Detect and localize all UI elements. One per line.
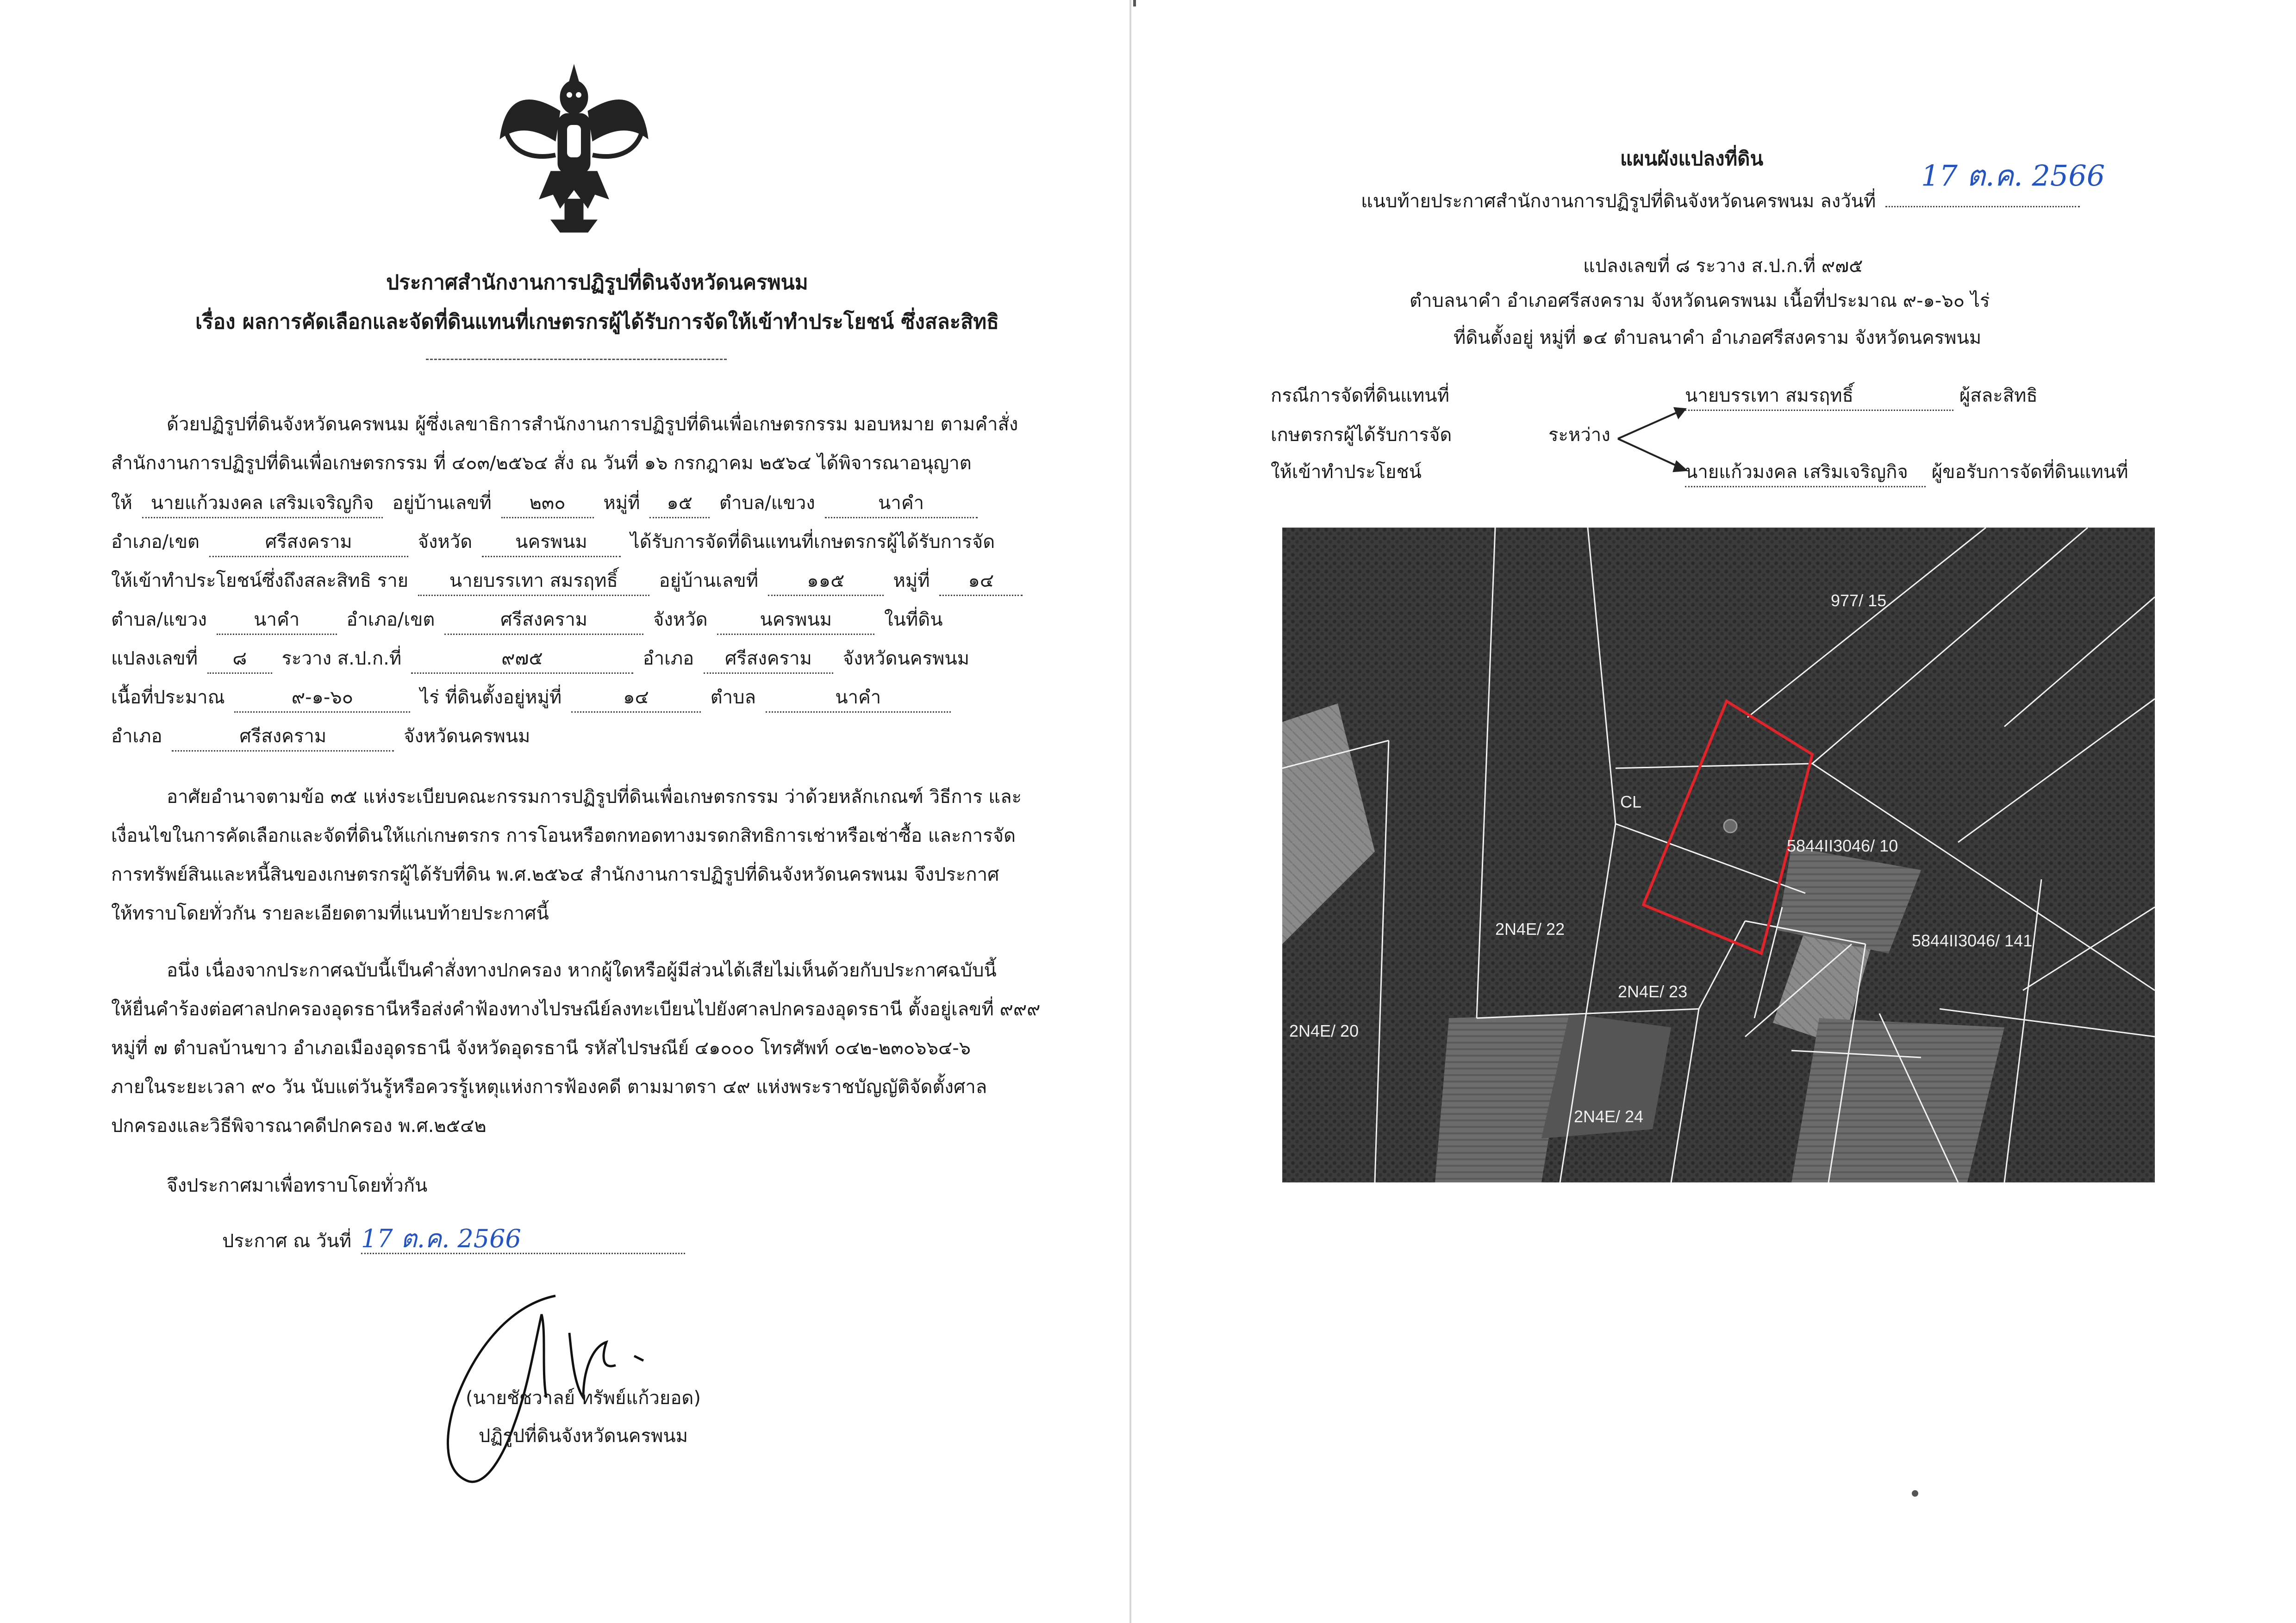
announcement-date: [222, 1222, 689, 1261]
amphoe: ศรีสงคราม: [209, 528, 408, 557]
address-line: ที่ดินตั้งอยู่ หมู่ที่ ๑๔ ตำบลนาคำ อำเภอศรีสงคราม จังหวัดนครพนม: [1454, 327, 1982, 348]
house-number: ๒๓๐: [501, 489, 594, 518]
label: ระวาง ส.ป.ก.ที่: [281, 648, 402, 669]
map-label-cl: CL: [1620, 792, 1642, 811]
plan-date-line: [1885, 206, 2080, 207]
announcement-title: ประกาศสำนักงานการปฏิรูปที่ดินจังหวัดนครพนม: [386, 271, 808, 294]
scan-speck: [1912, 1490, 1918, 1497]
label: เนื้อที่ประมาณ: [111, 687, 225, 708]
plan-subtitle-text: แนบท้ายประกาศสำนักงานการปฏิรูปที่ดินจังหวัดนครพนม ลงวันที่: [1361, 191, 1876, 212]
changwat-2: นครพนม: [717, 606, 874, 635]
map-label-5844-141: 5844II3046/ 141: [1912, 931, 2033, 950]
appeal-line: หมู่ที่ ๗ ตำบลบ้านขาว อำเภอเมืองอุดรธานี จังหวัดอุดรธานี รหัสไปรษณีย์ ๔๑๐๐๐ โทรศัพท์ ๐๔๒-๒๓๐๖๖๔-๖: [111, 1038, 971, 1059]
recipient-name: นายแก้วมงคล เสริมเจริญกิจ: [142, 489, 383, 518]
map-label-2n4e-23: 2N4E/ 23: [1618, 982, 1688, 1001]
house-number-2: ๑๑๕: [768, 567, 884, 596]
tambon: นาคำ: [825, 489, 978, 518]
amphoe-3: ศรีสงคราม: [704, 645, 833, 674]
label: อำเภอ: [643, 648, 694, 669]
appeal-line: ปกครองและวิธีพิจารณาคดีปกครอง พ.ศ.๒๕๔๒: [111, 1115, 487, 1137]
plot-line: แปลงเลขที่ ๘ ระวาง ส.ป.ก.ที่ ๙๗๕: [1583, 255, 1863, 277]
date-stamp: 17 ต.ค. 2566: [361, 1225, 685, 1254]
appeal-line: ภายในระยะเวลา ๙๐ วัน นับแต่วันรู้หรือควรรู้เหตุแห่งการฟ้องคดี ตามมาตรา ๔๙ แห่งพระราชบัญญัติจัดตั้งศาล: [111, 1076, 987, 1098]
arrows-icon: [1616, 403, 1690, 481]
label: อำเภอ: [111, 726, 162, 747]
label: หมู่ที่: [603, 492, 640, 514]
signer-title: ปฏิรูปที่ดินจังหวัดนครพนม: [478, 1425, 688, 1447]
map-label-2n4e-20: 2N4E/ 20: [1289, 1021, 1359, 1040]
label: ตำบล/แขวง: [111, 609, 207, 630]
between-label: ระหว่าง: [1548, 424, 1610, 446]
map-label-2n4e-22: 2N4E/ 22: [1495, 920, 1565, 939]
plan-subtitle: [1361, 187, 2084, 215]
announcement-subject: เรื่อง ผลการคัดเลือกและจัดที่ดินแทนที่เกษตรกรผู้ได้รับการจัดให้เข้าทำประโยชน์ ซึ่งสละสิทธิ: [195, 310, 999, 334]
garuda-emblem: [495, 60, 653, 236]
allocation-form: [111, 484, 1042, 756]
appeal-paragraph: [111, 951, 1042, 1145]
appeal-line: อนึ่ง เนื่องจากประกาศฉบับนี้เป็นคำสั่งทางปกครอง หากผู้ใดหรือผู้มีส่วนได้เสียไม่เห็นด้วยกับประกาศฉบับนี้: [167, 960, 997, 981]
label: ที่ดินตั้งอยู่หมู่ที่: [445, 687, 562, 708]
amphoe-4: ศรีสงคราม: [172, 722, 394, 752]
waiver-party-role: ผู้สละสิทธิ: [1959, 385, 2038, 406]
case-label: กรณีการจัดที่ดินแทนที่: [1271, 385, 1449, 406]
waiver-name: นายบรรเทา สมรฤทธิ์: [418, 567, 649, 596]
location-line: ตำบลนาคำ อำเภอศรีสงคราม จังหวัดนครพนม เนื้อที่ประมาณ ๙-๑-๖๐ ไร่: [1410, 290, 1990, 311]
waiver-party-name: นายบรรเทา สมรฤทธิ์: [1685, 382, 1953, 411]
tambon-2: นาคำ: [217, 606, 337, 635]
authority-line: ให้ทราบโดยทั่วกัน รายละเอียดตามที่แนบท้ายประกาศนี้: [111, 903, 549, 924]
map-label-977-15: 977/ 15: [1831, 591, 1887, 610]
case-label: ให้เข้าทำประโยชน์: [1271, 461, 1422, 483]
amphoe-2: ศรีสงคราม: [444, 606, 643, 635]
label: ตำบล/แขวง: [719, 492, 815, 514]
map-label-5844-10: 5844II3046/ 10: [1787, 836, 1898, 855]
moo-number-2: ๑๔: [939, 567, 1023, 596]
label: อยู่บ้านเลขที่: [659, 570, 759, 591]
closing-line: จึงประกาศมาเพื่อทราบโดยทั่วกัน: [167, 1175, 428, 1196]
map-label-2n4e-24: 2N4E/ 24: [1574, 1107, 1644, 1126]
authority-line: อาศัยอำนาจตามข้อ ๓๕ แห่งระเบียบคณะกรรมการปฏิรูปที่ดินเพื่อเกษตรกรรม ว่าด้วยหลักเกณฑ์ วิธีการ และ: [167, 786, 1022, 808]
label: แปลงเลขที่: [111, 648, 198, 669]
recipient-party-name: นายแก้วมงคล เสริมเจริญกิจ: [1685, 458, 1926, 487]
label: จังหวัดนครพนม: [842, 648, 970, 669]
scan-mark: [1133, 0, 1136, 6]
label: ไร่: [420, 687, 439, 708]
label: ให้: [111, 492, 132, 514]
label: จังหวัด: [653, 609, 708, 630]
sheet-number: ๙๗๕: [411, 645, 633, 674]
label: อำเภอ/เขต: [111, 531, 200, 553]
aerial-plot-map: [1282, 528, 2155, 1182]
case-label: เกษตรกรผู้ได้รับการจัด: [1271, 424, 1452, 446]
label: ตำบล: [710, 687, 756, 708]
label: อำเภอ/เขต: [346, 609, 435, 630]
intro-line: สำนักงานการปฏิรูปที่ดินเพื่อเกษตรกรรม ที่ ๔๐๓/๒๕๖๔ สั่ง ณ วันที่ ๑๖ กรกฎาคม ๒๕๖๔ ได้พิจารณาอนุญาต: [111, 453, 972, 474]
label: อยู่บ้านเลขที่: [392, 492, 492, 514]
label: หมู่ที่: [893, 570, 930, 591]
party-row-recipient: [1685, 458, 2128, 487]
plan-title: แผนผังแปลงที่ดิน: [1620, 147, 1764, 170]
closing-paragraph: [111, 1166, 1042, 1205]
intro-line: ด้วยปฏิรูปที่ดินจังหวัดนครพนม ผู้ซึ่งเลขาธิการสำนักงานการปฏิรูปที่ดินเพื่อเกษตรกรรม มอบหมาย ตามคำสั่ง: [167, 414, 1018, 435]
map-image: [1282, 528, 2155, 1182]
intro-paragraph: [111, 405, 1042, 483]
plot-number: ๘: [207, 645, 272, 674]
authority-line: เงื่อนไขในการคัดเลือกและจัดที่ดินให้แก่เกษตรกร การโอนหรือตกทอดทางมรดกสิทธิการเช่าหรือเช่าซื้อ และการจัด: [111, 825, 1016, 846]
moo-number: ๑๕: [649, 489, 710, 518]
page-fold: [1129, 0, 1131, 1623]
authority-paragraph: [111, 777, 1042, 933]
label: ในที่ดิน: [884, 609, 943, 630]
land-moo: ๑๔: [571, 684, 701, 713]
title-separator: [426, 359, 727, 360]
changwat: นครพนม: [482, 528, 621, 557]
signer-name: (นายชัชวาลย์ ทรัพย์แก้วยอด): [466, 1387, 701, 1409]
appeal-line: ให้ยื่นคำร้องต่อศาลปกครองอุดรธานีหรือส่งคำฟ้องทางไปรษณีย์ลงทะเบียนไปยังศาลปกครองอุดรธานี ตั้งอยู่เลขที่ ๙๙๙: [111, 999, 1041, 1020]
label: ได้รับการจัดที่ดินแทนที่เกษตรกรผู้ได้รับการจัด: [630, 531, 995, 553]
authority-line: การทรัพย์สินและหนี้สินของเกษตรกรผู้ได้รับที่ดิน พ.ศ.๒๕๖๔ สำนักงานการปฏิรูปที่ดินจังหวัดนครพนม จึงประกาศ: [111, 864, 999, 885]
tambon-3: นาคำ: [766, 684, 951, 713]
date-label: ประกาศ ณ วันที่: [222, 1231, 352, 1252]
recipient-party-role: ผู้ขอรับการจัดที่ดินแทนที่: [1931, 461, 2128, 483]
label: ให้เข้าทำประโยชน์ซึ่งถึงสละสิทธิ ราย: [111, 570, 409, 591]
area: ๙-๑-๖๐: [234, 684, 410, 713]
label: จังหวัดนครพนม: [403, 726, 530, 747]
signer-block: [444, 1379, 722, 1455]
party-row-waiver: [1685, 382, 2038, 411]
label: จังหวัด: [418, 531, 473, 553]
plan-date-stamp: 17 ต.ค. 2566: [1921, 159, 2105, 193]
